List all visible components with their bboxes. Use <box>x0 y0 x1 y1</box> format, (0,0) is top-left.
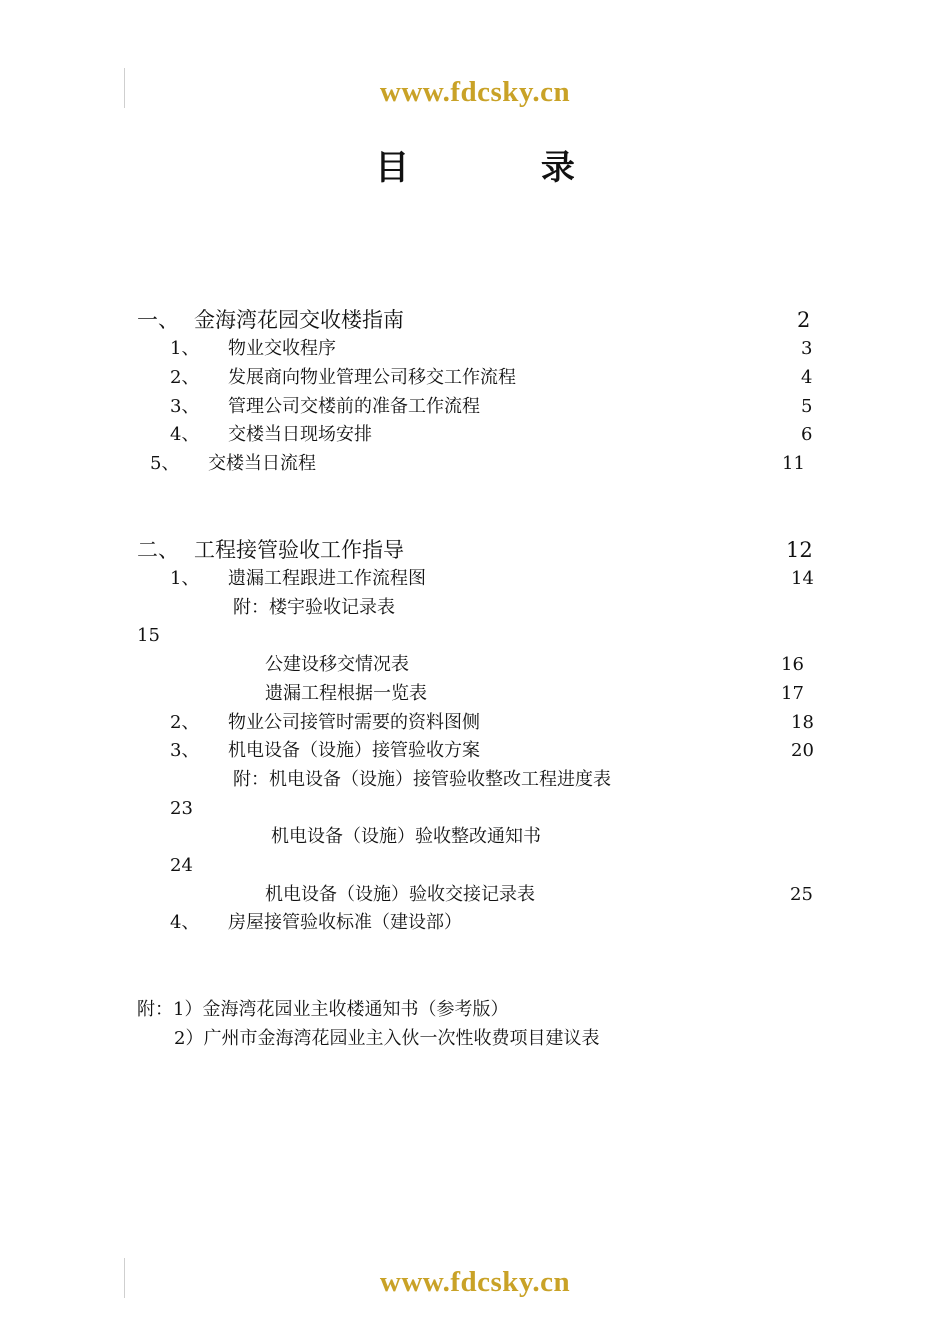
toc-item-number: 4、 <box>170 424 200 445</box>
section-2-title: 工程接管验收工作指导 <box>194 538 404 562</box>
toc-item-label: 交楼当日流程 <box>208 453 316 474</box>
toc-item-page: 23 <box>170 798 193 819</box>
toc-item-page: 16 <box>781 654 804 675</box>
toc-item-label: 物业公司接管时需要的资料图侧 <box>228 712 480 733</box>
toc-item-page: 20 <box>791 740 814 761</box>
toc-item-label: 房屋接管验收标准（建设部） <box>228 912 462 933</box>
toc-item-label: 遗漏工程根据一览表 <box>265 683 427 704</box>
section-1-number: 一、 <box>137 308 179 332</box>
toc-item-label: 公建设移交情况表 <box>265 654 409 675</box>
section-2-number: 二、 <box>137 538 179 562</box>
toc-item-page: 3 <box>801 338 813 359</box>
appendix-line-2: 2）广州市金海湾花园业主入伙一次性收费项目建议表 <box>174 1028 600 1049</box>
toc-item-page: 25 <box>790 884 813 905</box>
toc-item-number: 3、 <box>170 396 200 417</box>
toc-item-page: 6 <box>801 424 813 445</box>
toc-item-page: 18 <box>791 712 814 733</box>
toc-item-label: 发展商向物业管理公司移交工作流程 <box>228 367 516 388</box>
toc-item-label: 机电设备（设施）验收整改通知书 <box>271 826 541 847</box>
toc-item-number: 5、 <box>150 453 180 474</box>
section-2-page: 12 <box>786 538 813 562</box>
toc-item-label: 遗漏工程跟进工作流程图 <box>228 568 426 589</box>
section-1-page: 2 <box>797 308 811 332</box>
toc-item-label: 物业交收程序 <box>228 338 336 359</box>
footer-watermark: www.fdcsky.cn <box>379 1266 571 1298</box>
toc-item-label: 交楼当日现场安排 <box>228 424 372 445</box>
toc-item-page: 24 <box>170 855 193 876</box>
toc-item-page: 11 <box>782 453 805 474</box>
toc-item-page: 14 <box>791 568 814 589</box>
toc-item-number: 2、 <box>170 367 200 388</box>
toc-item-label: 机电设备（设施）接管验收方案 <box>228 740 480 761</box>
toc-item-page: 4 <box>801 367 813 388</box>
toc-item-label: 附：楼宇验收记录表 <box>233 597 395 618</box>
toc-item-label: 机电设备（设施）验收交接记录表 <box>265 884 535 905</box>
toc-item-number: 1、 <box>170 568 200 589</box>
toc-item-number: 3、 <box>170 740 200 761</box>
appendix-line-1: 附：1）金海湾花园业主收楼通知书（参考版） <box>137 999 509 1020</box>
toc-item-label: 附：机电设备（设施）接管验收整改工程进度表 <box>233 769 611 790</box>
header-watermark: www.fdcsky.cn <box>379 76 571 108</box>
toc-item-number: 2、 <box>170 712 200 733</box>
toc-item-number: 1、 <box>170 338 200 359</box>
page-title: 目 录 <box>375 148 635 188</box>
section-1-title: 金海湾花园交收楼指南 <box>194 308 404 332</box>
toc-item-number: 4、 <box>170 912 200 933</box>
toc-item-page: 5 <box>801 396 813 417</box>
toc-item-page: 17 <box>781 683 804 704</box>
toc-item-page: 15 <box>137 625 160 646</box>
toc-item-label: 管理公司交楼前的准备工作流程 <box>228 396 480 417</box>
